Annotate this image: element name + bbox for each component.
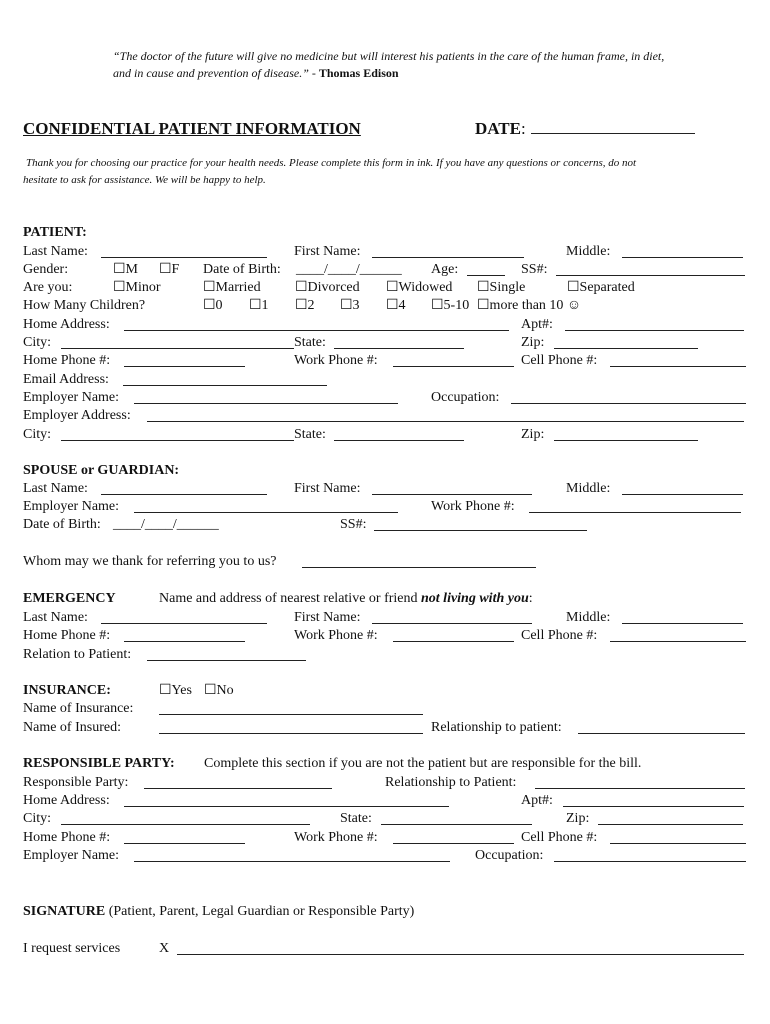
emergency-middle-label: Middle: xyxy=(566,610,611,625)
home-phone-field[interactable] xyxy=(124,366,245,367)
insurance-name-label: Name of Insurance: xyxy=(23,701,134,716)
emergency-home-phone-field[interactable] xyxy=(124,641,245,642)
relation-field[interactable] xyxy=(147,660,306,661)
signature-field[interactable] xyxy=(177,954,744,955)
married-checkbox[interactable]: ☐Married xyxy=(203,280,261,295)
children-5-10-checkbox[interactable]: ☐5-10 xyxy=(431,298,470,313)
responsible-apt-label: Apt#: xyxy=(521,793,553,808)
employer-name-field[interactable] xyxy=(134,403,398,404)
relation-label: Relation to Patient: xyxy=(23,647,132,662)
signature-x-mark: X xyxy=(159,941,170,956)
spouse-last-name-label: Last Name: xyxy=(23,481,88,496)
patient-last-name-label: Last Name: xyxy=(23,244,88,259)
quote-line-1: “The doctor of the future will give no medicine but will interest his patients in the care of the human frame, in diet, xyxy=(113,49,665,63)
spouse-work-phone-field[interactable] xyxy=(529,512,741,513)
children-2-checkbox[interactable]: ☐2 xyxy=(295,298,315,313)
signature-heading-row xyxy=(23,904,414,920)
quote-author: Thomas Edison xyxy=(318,66,399,80)
emergency-desc-end: : xyxy=(528,591,533,606)
widowed-checkbox[interactable]: ☐Widowed xyxy=(386,280,453,295)
emergency-last-name-label: Last Name: xyxy=(23,610,88,625)
gender-female-checkbox[interactable]: ☐F xyxy=(159,262,180,277)
spouse-middle-field[interactable] xyxy=(622,494,743,495)
age-label: Age: xyxy=(431,262,459,277)
signature-description: (Patient, Parent, Legal Guardian or Responsible Party) xyxy=(105,904,415,919)
responsible-address-field[interactable] xyxy=(124,806,449,807)
emergency-first-name-field[interactable] xyxy=(372,623,532,624)
ss-label: SS#: xyxy=(521,262,548,277)
employer-state-label: State: xyxy=(294,427,326,442)
zip-label: Zip: xyxy=(521,335,545,350)
spouse-work-phone-label: Work Phone #: xyxy=(431,499,515,514)
spouse-first-name-field[interactable] xyxy=(372,494,532,495)
spouse-employer-field[interactable] xyxy=(134,512,398,513)
employer-address-field[interactable] xyxy=(147,421,744,422)
spouse-middle-label: Middle: xyxy=(566,481,611,496)
insurance-relationship-field[interactable] xyxy=(578,733,745,734)
spouse-first-name-label: First Name: xyxy=(294,481,361,496)
insurance-name-field[interactable] xyxy=(159,714,423,715)
employer-zip-label: Zip: xyxy=(521,427,545,442)
intro-line-1: Thank you for choosing our practice for your health needs. Please complete this form in ink. If you have any questions or concerns, do not xyxy=(26,157,637,169)
emergency-desc-emphasis: not living with you xyxy=(421,591,529,606)
employer-city-field[interactable] xyxy=(61,440,294,441)
patient-last-name-field[interactable] xyxy=(101,257,267,258)
date-label: DATE xyxy=(475,119,521,138)
emergency-home-phone-label: Home Phone #: xyxy=(23,628,111,643)
city-field[interactable] xyxy=(61,348,294,349)
responsible-address-label: Home Address: xyxy=(23,793,110,808)
responsible-description: Complete this section if you are not the patient but are responsible for the bill. xyxy=(204,756,642,771)
quote-line-2 xyxy=(113,65,399,81)
responsible-occupation-field[interactable] xyxy=(554,861,746,862)
responsible-relationship-label: Relationship to Patient: xyxy=(385,775,517,790)
intro-line-2: hesitate to ask for assistance. We will be happy to help. xyxy=(23,174,266,186)
insured-name-field[interactable] xyxy=(159,733,423,734)
patient-middle-label: Middle: xyxy=(566,244,611,259)
responsible-employer-label: Employer Name: xyxy=(23,848,120,863)
request-services-label: I request services xyxy=(23,941,121,956)
spouse-ss-label: SS#: xyxy=(340,517,367,532)
responsible-state-label: State: xyxy=(340,811,372,826)
spouse-employer-label: Employer Name: xyxy=(23,499,120,514)
emergency-cell-phone-field[interactable] xyxy=(610,641,746,642)
emergency-last-name-field[interactable] xyxy=(101,623,267,624)
employer-state-field[interactable] xyxy=(334,440,464,441)
emergency-desc-text: Name and address of nearest relative or friend xyxy=(159,591,421,606)
responsible-cell-phone-label: Cell Phone #: xyxy=(521,830,598,845)
responsible-home-phone-field[interactable] xyxy=(124,843,245,844)
spouse-last-name-field[interactable] xyxy=(101,494,267,495)
state-label: State: xyxy=(294,335,326,350)
minor-checkbox[interactable]: ☐Minor xyxy=(113,280,161,295)
date-colon: : xyxy=(520,119,526,138)
email-label: Email Address: xyxy=(23,372,109,387)
zip-field[interactable] xyxy=(554,348,698,349)
separated-checkbox[interactable]: ☐Separated xyxy=(567,280,635,295)
dob-field[interactable]: ____/____/______ xyxy=(296,262,402,277)
responsible-cell-phone-field[interactable] xyxy=(610,843,746,844)
age-field[interactable] xyxy=(467,275,505,276)
children-more-checkbox[interactable]: ☐more than 10 ☺ xyxy=(477,298,582,313)
gender-male-checkbox[interactable]: ☐M xyxy=(113,262,138,277)
spouse-dob-field[interactable]: ____/____/______ xyxy=(113,517,219,532)
responsible-occupation-label: Occupation: xyxy=(475,848,544,863)
children-4-checkbox[interactable]: ☐4 xyxy=(386,298,406,313)
insurance-heading: INSURANCE: xyxy=(23,683,111,698)
responsible-zip-label: Zip: xyxy=(566,811,590,826)
responsible-state-field[interactable] xyxy=(381,824,532,825)
single-checkbox[interactable]: ☐Single xyxy=(477,280,526,295)
signature-heading: SIGNATURE xyxy=(23,904,106,919)
page-title: CONFIDENTIAL PATIENT INFORMATION xyxy=(23,119,361,138)
employer-address-label: Employer Address: xyxy=(23,408,131,423)
insurance-yes-checkbox[interactable]: ☐Yes xyxy=(159,683,192,698)
responsible-relationship-field[interactable] xyxy=(535,788,745,789)
city-label: City: xyxy=(23,335,52,350)
children-1-checkbox[interactable]: ☐1 xyxy=(249,298,269,313)
employer-name-label: Employer Name: xyxy=(23,390,120,405)
insurance-relationship-label: Relationship to patient: xyxy=(431,720,562,735)
date-label-group xyxy=(475,119,526,139)
responsible-city-label: City: xyxy=(23,811,52,826)
work-phone-field[interactable] xyxy=(393,366,514,367)
emergency-first-name-label: First Name: xyxy=(294,610,361,625)
patient-first-name-label: First Name: xyxy=(294,244,361,259)
responsible-zip-field[interactable] xyxy=(598,824,743,825)
patient-middle-field[interactable] xyxy=(622,257,743,258)
state-field[interactable] xyxy=(334,348,464,349)
emergency-description xyxy=(159,591,533,607)
employer-zip-field[interactable] xyxy=(554,440,698,441)
ss-field[interactable] xyxy=(556,275,745,276)
responsible-employer-field[interactable] xyxy=(134,861,450,862)
children-3-checkbox[interactable]: ☐3 xyxy=(340,298,360,313)
referral-field[interactable] xyxy=(302,567,536,568)
occupation-label: Occupation: xyxy=(431,390,500,405)
spouse-heading: SPOUSE or GUARDIAN: xyxy=(23,463,180,478)
referral-label: Whom may we thank for referring you to us? xyxy=(23,554,277,569)
work-phone-label: Work Phone #: xyxy=(294,353,378,368)
cell-phone-field[interactable] xyxy=(610,366,746,367)
responsible-heading-row xyxy=(23,756,175,772)
responsible-heading: RESPONSIBLE PARTY: xyxy=(23,756,175,771)
gender-label: Gender: xyxy=(23,262,69,277)
home-address-field[interactable] xyxy=(124,330,509,331)
patient-first-name-field[interactable] xyxy=(372,257,524,258)
responsible-apt-field[interactable] xyxy=(563,806,744,807)
children-label: How Many Children? xyxy=(23,298,146,313)
responsible-city-field[interactable] xyxy=(61,824,310,825)
marital-label: Are you: xyxy=(23,280,73,295)
employer-city-label: City: xyxy=(23,427,52,442)
emergency-work-phone-label: Work Phone #: xyxy=(294,628,378,643)
spouse-dob-label: Date of Birth: xyxy=(23,517,101,532)
spouse-ss-field[interactable] xyxy=(374,530,587,531)
date-field[interactable] xyxy=(531,133,695,134)
insured-name-label: Name of Insured: xyxy=(23,720,121,735)
insurance-no-checkbox[interactable]: ☐No xyxy=(204,683,234,698)
apt-field[interactable] xyxy=(565,330,744,331)
apt-label: Apt#: xyxy=(521,317,553,332)
responsible-work-phone-label: Work Phone #: xyxy=(294,830,378,845)
children-0-checkbox[interactable]: ☐0 xyxy=(203,298,223,313)
home-phone-label: Home Phone #: xyxy=(23,353,111,368)
emergency-work-phone-field[interactable] xyxy=(393,641,514,642)
emergency-cell-phone-label: Cell Phone #: xyxy=(521,628,598,643)
divorced-checkbox[interactable]: ☐Divorced xyxy=(295,280,360,295)
responsible-party-field[interactable] xyxy=(144,788,332,789)
patient-heading: PATIENT: xyxy=(23,225,87,240)
quote-text: and in cause and prevention of disease.” - xyxy=(113,66,319,80)
cell-phone-label: Cell Phone #: xyxy=(521,353,598,368)
dob-label: Date of Birth: xyxy=(203,262,281,277)
email-field[interactable] xyxy=(123,385,327,386)
emergency-middle-field[interactable] xyxy=(622,623,743,624)
responsible-work-phone-field[interactable] xyxy=(393,843,514,844)
responsible-home-phone-label: Home Phone #: xyxy=(23,830,111,845)
occupation-field[interactable] xyxy=(511,403,746,404)
responsible-party-label: Responsible Party: xyxy=(23,775,129,790)
home-address-label: Home Address: xyxy=(23,317,110,332)
emergency-heading: EMERGENCY xyxy=(23,591,116,606)
